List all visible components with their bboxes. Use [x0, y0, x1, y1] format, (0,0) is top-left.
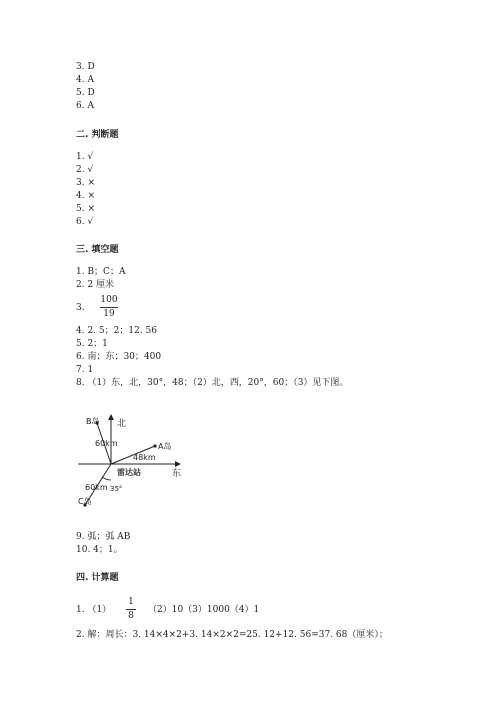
section-heading-judgement: 二. 判断题 — [76, 130, 119, 140]
fraction-bar — [126, 609, 136, 610]
island-a-point — [153, 444, 156, 447]
answer-line: 1. √ — [76, 152, 94, 162]
answer-line: 3. D — [76, 62, 95, 72]
answer-line: 6. √ — [76, 217, 94, 227]
radar-station-label: 雷达站 — [117, 468, 141, 477]
answer-line: 9. 弧；弧 AB — [76, 532, 131, 542]
section-heading-fill-blank: 三. 填空题 — [76, 245, 119, 255]
east-label: 东 — [172, 469, 182, 479]
answer-line-rest: （2）10（3）1000（4）1 — [148, 605, 260, 615]
answer-line: 4. 2. 5；2；12. 56 — [76, 326, 157, 336]
answer-line: 1. B；C；A — [76, 267, 126, 277]
answer-label: 3. — [76, 303, 85, 313]
answer-line: 5. 2；1 — [76, 339, 108, 349]
distance-b-label: 60km — [95, 439, 118, 448]
answer-line: 4. A — [76, 75, 94, 85]
answer-line: 10. 4；1。 — [76, 545, 123, 555]
island-c-label: C岛 — [78, 497, 92, 506]
island-b-label: B岛 — [86, 417, 100, 426]
angle-arc — [102, 477, 111, 480]
answer-line: 6. 南；东；30；400 — [76, 352, 162, 362]
angle-label: 35° — [110, 485, 123, 493]
answer-line: 7. 1 — [76, 365, 94, 375]
answer-line: 2. 解：周长：3. 14×4×2+3. 14×2×2=25. 12+12. 56=37. 68（厘米）； — [76, 630, 388, 640]
fraction-denominator: 19 — [103, 309, 115, 319]
answer-line: 6. A — [76, 101, 94, 111]
section-heading-calculation: 四. 计算题 — [76, 573, 119, 583]
distance-a-label: 48km — [133, 453, 156, 462]
north-label: 北 — [117, 419, 127, 429]
fraction-numerator: 100 — [100, 295, 118, 305]
answer-line: 4. × — [76, 191, 95, 201]
answer-line: 2. 2 厘米 — [76, 280, 115, 290]
distance-c-label: 60km — [85, 483, 108, 492]
fraction-numerator: 1 — [128, 597, 134, 607]
answer-line: 8. （1）东，北，30°，48；（2）北，西，20°，60；（3）见下图。 — [76, 378, 349, 388]
answer-line: 5. D — [76, 88, 95, 98]
answer-line-prefix: 1. （1） — [76, 605, 112, 615]
fraction — [126, 597, 136, 622]
answer-line: 5. × — [76, 204, 95, 214]
fraction-denominator: 8 — [128, 611, 134, 621]
answer-line: 3. × — [76, 178, 95, 188]
island-a-label: A岛 — [158, 442, 172, 451]
answer-line: 2. √ — [76, 165, 94, 175]
